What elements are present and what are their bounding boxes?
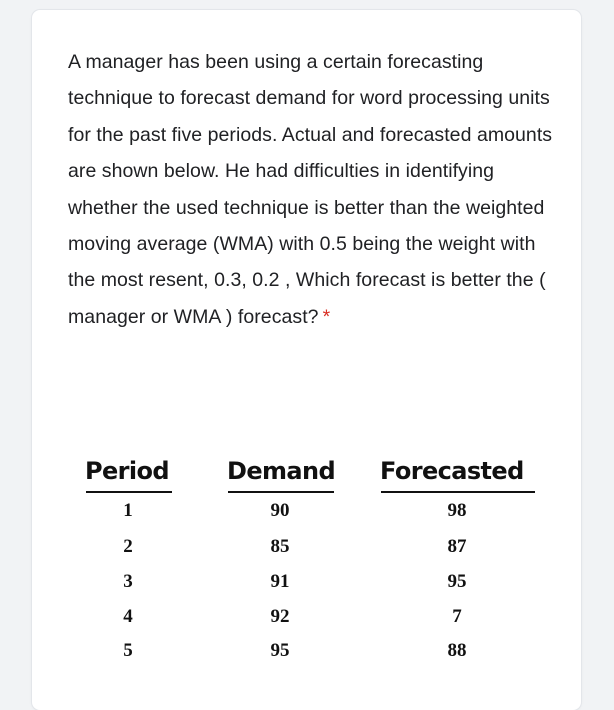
question-card xyxy=(32,10,581,710)
cell-demand: 91 xyxy=(270,571,290,592)
header-underline-demand xyxy=(228,491,334,493)
header-forecasted: Forecasted xyxy=(380,457,524,485)
cell-period: 5 xyxy=(123,640,133,661)
cell-forecasted: 98 xyxy=(447,500,467,521)
cell-forecasted: 88 xyxy=(447,640,467,661)
cell-period: 2 xyxy=(123,536,133,557)
cell-forecasted: 87 xyxy=(447,536,467,557)
cell-demand: 95 xyxy=(270,640,290,661)
cell-forecasted: 95 xyxy=(447,571,467,592)
cell-demand: 85 xyxy=(270,536,290,557)
cell-period: 3 xyxy=(123,571,133,592)
header-period: Period xyxy=(85,457,169,485)
required-asterisk: * xyxy=(322,305,331,328)
question-body: A manager has been using a certain forecasting technique to forecast demand for word processing units for the past five periods. Actual and forecasted amounts are shown below. He had difficulties in identifying whether the used technique is better than the weighted moving average (WMA) with 0.5 being the weight with the most resent, 0.3, 0.2 , Which forecast is better the ( manager or WMA ) forecast? xyxy=(68,51,553,328)
cell-demand: 90 xyxy=(270,500,290,521)
header-underline-period xyxy=(86,491,172,493)
cell-demand: 92 xyxy=(270,606,290,627)
cell-period: 1 xyxy=(123,500,133,521)
question-text xyxy=(68,44,568,335)
header-underline-forecasted xyxy=(381,491,535,493)
header-demand: Demand xyxy=(227,457,336,485)
cell-forecasted: 7 xyxy=(452,606,462,627)
cell-period: 4 xyxy=(123,606,133,627)
